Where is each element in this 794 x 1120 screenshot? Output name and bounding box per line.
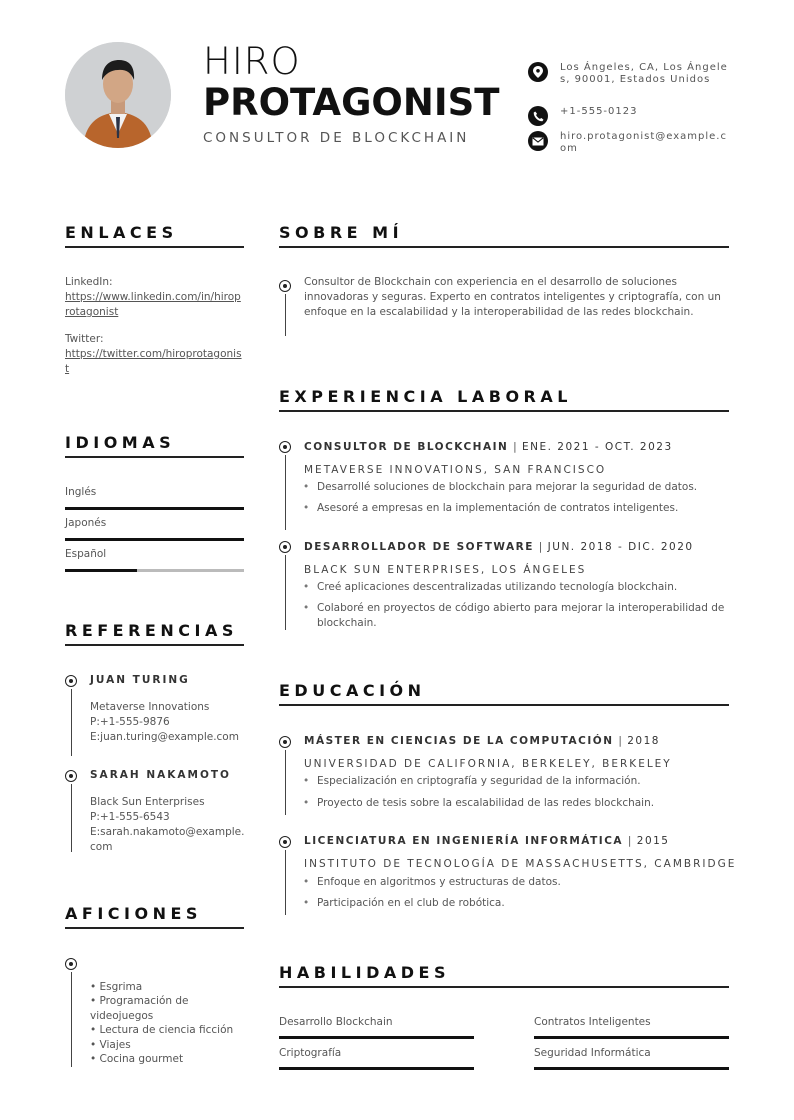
section-title-education: EDUCACIÓN (279, 681, 426, 700)
timeline-dot-icon (279, 541, 291, 553)
language-level-fill (65, 538, 244, 541)
timeline-line (71, 972, 72, 1067)
education-school: INSTITUTO DE TECNOLOGÍA DE MASSACHUSETTS, CAMBRIDGE (304, 858, 737, 870)
education-bullet: • Participación en el club de robótica. (317, 896, 727, 911)
job-bullet: • Asesoré a empresas en la implementación de contratos inteligentes. (317, 501, 727, 516)
envelope-icon (528, 131, 548, 151)
timeline-line (71, 784, 72, 852)
separator: | (513, 441, 522, 453)
timeline-line (285, 294, 286, 336)
education-year: 2015 (636, 835, 670, 847)
language-name: Inglés (65, 486, 97, 498)
hobby-item: • Lectura de ciencia ficción (90, 1024, 234, 1037)
language-item (65, 548, 244, 572)
reference-phone: P:+1-555-9876 (90, 716, 170, 728)
contact-phone (528, 106, 730, 126)
job-dates: JUN. 2018 - DIC. 2020 (547, 541, 694, 553)
education-heading (304, 835, 670, 847)
job-bullet: • Colaboré en proyectos de código abierto para mejorar la interoperabilidad de blockchain. (317, 601, 727, 631)
section-title-languages: IDIOMAS (65, 433, 176, 452)
email-text: hiro.protagonist@example.com (560, 131, 727, 154)
last-name: PROTAGONIST (203, 81, 500, 124)
location-pin-icon (528, 62, 548, 82)
job-dates: ENE. 2021 - OCT. 2023 (522, 441, 673, 453)
section-title-hobbies: AFICIONES (65, 904, 202, 923)
contact-email (528, 131, 730, 155)
education-heading (304, 735, 660, 747)
reference-company: Black Sun Enterprises (90, 796, 205, 808)
language-level-bar (65, 569, 244, 572)
language-item (65, 517, 244, 541)
job-heading (304, 541, 694, 553)
skill-item (279, 1016, 474, 1039)
section-divider (65, 246, 244, 248)
education-bullet: • Especialización en criptografía y seguridad de la información. (317, 774, 727, 789)
job-role: CONSULTOR DE BLOCKCHAIN (304, 441, 509, 453)
timeline-line (285, 850, 286, 915)
hobby-item: • Programación de videojuegos (90, 995, 189, 1022)
timeline-dot-icon (279, 441, 291, 453)
section-title-experience: EXPERIENCIA LABORAL (279, 387, 572, 406)
skill-name: Seguridad Informática (534, 1047, 651, 1059)
hobby-item: • Esgrima (90, 981, 143, 993)
education-bullet: • Proyecto de tesis sobre la escalabilidad de las redes blockchain. (317, 796, 727, 811)
timeline-line (285, 455, 286, 530)
reference-details (90, 700, 250, 745)
timeline-dot-icon (279, 280, 291, 292)
section-title-links: ENLACES (65, 223, 178, 242)
skill-level-bar (534, 1067, 729, 1070)
language-item (65, 486, 244, 510)
linkedin-label: LinkedIn: (65, 276, 113, 288)
first-name: HIRO (203, 40, 301, 83)
reference-details (90, 795, 250, 855)
section-divider (65, 927, 244, 929)
twitter-label: Twitter: (65, 333, 104, 345)
profile-photo (65, 42, 171, 148)
timeline-line (71, 689, 72, 756)
language-level-bar (65, 538, 244, 541)
linkedin-link[interactable]: https://www.linkedin.com/in/hiroprotagonist (65, 291, 241, 318)
timeline-dot-icon (65, 770, 77, 782)
skill-level-bar (534, 1036, 729, 1039)
skill-name: Contratos Inteligentes (534, 1016, 651, 1028)
timeline-line (285, 750, 286, 815)
reference-email: E:sarah.nakamoto@example.com (90, 826, 245, 853)
separator: | (627, 835, 637, 847)
skill-item (279, 1047, 474, 1070)
language-name: Español (65, 548, 107, 560)
links-block (65, 275, 245, 377)
reference-name: JUAN TURING (90, 674, 190, 686)
job-bullet: • Creé aplicaciones descentralizadas utilizando tecnología blockchain. (317, 580, 727, 595)
job-company: METAVERSE INNOVATIONS, SAN FRANCISCO (304, 464, 607, 476)
section-divider (279, 704, 729, 706)
separator: | (618, 735, 628, 747)
section-title-references: REFERENCIAS (65, 621, 238, 640)
job-heading (304, 441, 673, 453)
phone-text: +1-555-0123 (560, 106, 638, 117)
section-divider (279, 246, 729, 248)
timeline-line (285, 555, 286, 630)
section-divider (279, 410, 729, 412)
job-title: CONSULTOR DE BLOCKCHAIN (203, 130, 470, 146)
skill-name: Desarrollo Blockchain (279, 1016, 393, 1028)
hobbies-list (90, 980, 240, 1066)
education-year: 2018 (627, 735, 660, 747)
timeline-dot-icon (279, 836, 291, 848)
skill-item (534, 1047, 729, 1070)
address-text: Los Ángeles, CA, Los Ángeles, 90001, Estados Unidos (560, 62, 728, 85)
education-school: UNIVERSIDAD DE CALIFORNIA, BERKELEY, BERKELEY (304, 758, 672, 770)
education-degree: LICENCIATURA EN INGENIERÍA INFORMÁTICA (304, 835, 624, 847)
skill-item (534, 1016, 729, 1039)
about-text: Consultor de Blockchain con experiencia en el desarrollo de soluciones innovadoras y seguras. Experto en contratos inteligentes y criptografía, con un enfoque en la escalabilidad y la interoperabilidad de las redes blockchain. (304, 276, 721, 318)
phone-icon (528, 106, 548, 126)
job-company: BLACK SUN ENTERPRISES, LOS ÁNGELES (304, 564, 587, 576)
section-divider (65, 644, 244, 646)
reference-phone: P:+1-555-6543 (90, 811, 170, 823)
language-name: Japonés (65, 517, 107, 529)
education-bullet: • Enfoque en algoritmos y estructuras de datos. (317, 875, 727, 890)
skill-level-bar (279, 1067, 474, 1070)
reference-name: SARAH NAKAMOTO (90, 769, 231, 781)
reference-email: E:juan.turing@example.com (90, 731, 239, 743)
separator: | (538, 541, 548, 553)
section-title-skills: HABILIDADES (279, 963, 450, 982)
hobby-item: • Viajes (90, 1038, 131, 1051)
job-bullet: • Desarrollé soluciones de blockchain para mejorar la seguridad de datos. (317, 480, 727, 495)
education-degree: MÁSTER EN CIENCIAS DE LA COMPUTACIÓN (304, 735, 614, 747)
section-title-about: SOBRE MÍ (279, 223, 404, 242)
timeline-dot-icon (279, 736, 291, 748)
hobby-item: • Cocina gourmet (90, 1053, 184, 1066)
language-level-fill (65, 569, 137, 572)
skill-name: Criptografía (279, 1047, 342, 1059)
timeline-dot-icon (65, 675, 77, 687)
section-divider (279, 986, 729, 988)
language-level-bar (65, 507, 244, 510)
reference-company: Metaverse Innovations (90, 701, 210, 713)
twitter-link[interactable]: https://twitter.com/hiroprotagonist (65, 348, 242, 375)
section-divider (65, 456, 244, 458)
job-role: DESARROLLADOR DE SOFTWARE (304, 541, 534, 553)
language-level-fill (65, 507, 244, 510)
skill-level-bar (279, 1036, 474, 1039)
contact-address (528, 62, 730, 86)
timeline-dot-icon (65, 958, 77, 970)
